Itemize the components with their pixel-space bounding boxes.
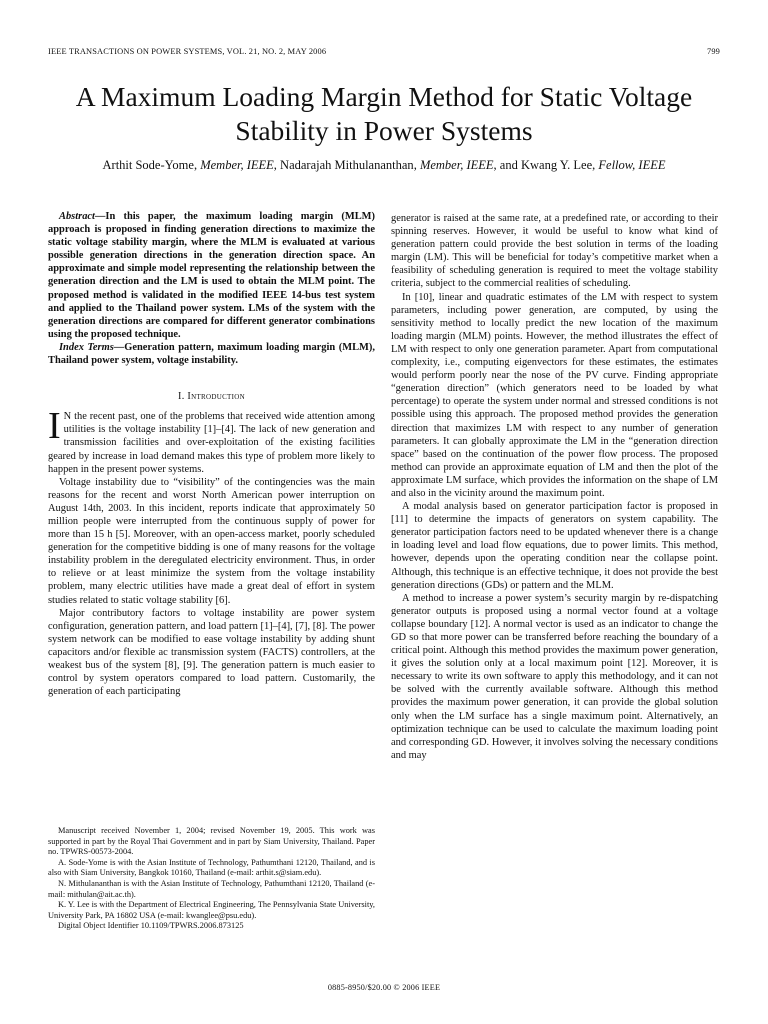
body-paragraph: Major contributory factors to voltage instability are power system configuration, generation pattern, and load pattern [1]–[4], [7], [8]. The power system network can be modified to ease voltage instability by adding shunt capacitors and/or flexible ac transmission system (FACTS) controllers, at the weakest bus of the system [8], [9]. The generation pattern is much easier to control by system operators compared to load pattern. Customarily, the generation of each participating [48, 607, 375, 698]
section-number: I. [178, 391, 185, 403]
index-terms [48, 341, 375, 367]
section-title-rest: ntroduction [191, 391, 245, 403]
author-separator: , and [493, 158, 521, 172]
author-name: Kwang Y. Lee [520, 158, 593, 172]
drop-cap: I [48, 405, 61, 448]
author-line: Arthit Sode-Yome, Member, IEEE, Nadarajah Mithulananthan, Member, IEEE, and Kwang Y. Lee, Fellow, IEEE [102, 158, 666, 172]
body-paragraph: A modal analysis based on generator participation factor is proposed in [11] to determine the impacts of generators on system capability. The generator participation factors need to be updated whenever there is a change in loading level and load flow equations, due to power limits. This method, however, depends upon the operating condition near the collapse point. Although, this technique is an effective technique, it does not provide the best generation directions (GDs) or pattern and the MLM. [391, 501, 718, 591]
body-paragraph: In [10], linear and quadratic estimates of the LM with respect to system parameters, including power generation, are computed, by using the sensitivity method to locally predict the new location of the maximum loading margin (MLM) points. However, the method illustrates the effect of LM with respect to only one generation parameter. Apart from computational complexity, i.e., computing eigenvectors for these estimates, the estimates would perform poorly near the nose of the PV curve. Finding appropriate “generation direction” (which generators need to be loaded by what percentage) to operate the system under normal and stressed conditions is not possible using this approach. The proposed method provides the generation direction that maximizes LM with respect to any number of generation parameters. It can globally approximate the LM in the “generation direction space” based on the continuation of the power flow process. The proposed method can provide an approximate equation of LM and then the plot of the approximate LM surface, which provides the information on the shape of LM and also in the vicinity around the maximum point. [391, 291, 718, 499]
body-paragraph: A method to increase a power system’s security margin by re-dispatching generator outputs is proposed using a normal vector found at a voltage collapse boundary [12]. A normal vector is used as an indicator to change the GD so that more power can be transferred before reaching the boundary of a critical point. Although this method provides the maximum power generation, it gives the solution only at a local maximum point [12]. Moreover, it is necessary to write its own software to apply this methodology, and it can not be solved with the currently available software. Although this method provides the maximum power generation, it can provide the global solution only when the LM surface has a single maximum point. Alternatively, an optimization technique can be used to calculate the maximum loading point and corresponding GD. However, it involves solving the necessary conditions and may [391, 592, 718, 761]
page-number: 799 [706, 47, 720, 56]
footnote: N. Mithulananthan is with the Asian Institute of Technology, Pathumthani 12120, Thailand (e-mail: mithulan@ait.ac.th). [48, 878, 375, 899]
paper-title: A Maximum Loading Margin Method for Static Voltage Stability in Power Systems [75, 81, 693, 146]
copyright-line: 0885-8950/$20.00 © 2006 IEEE [327, 983, 441, 992]
author-role: Fellow, IEEE [598, 158, 666, 172]
abstract-text: In this paper, the maximum loading margin (MLM) approach is proposed in finding generation directions to maximize the static voltage stability margin, where the MLM is evaluated at various possible generation directions in the generation direction space. An approximate and simple model representing the relationship between the generation direction and the LM is used to obtain the MLM point. The proposed method is validated in the modified IEEE 14-bus test system and applied to the Thailand power system. LMs of the system with the generation directions are compared for different generator combinations using the proposed technique. [48, 211, 375, 340]
section-heading [48, 390, 375, 403]
left-column [48, 210, 375, 698]
author-role: Member, IEEE [200, 158, 274, 172]
body-paragraph: Voltage instability due to “visibility” of the contingencies was the main reasons for the recent and worst North American power interruption on August 14th, 2003. In this incident, reports indicate that approximately 50 million people were interrupted from the continuous supply of power for more than 15 h [5]. Moreover, with an open-access market, poorly scheduled generation for the competitive bidding is one of many reasons for the voltage instability problem in the deregulated electricity environment. Thus, in order to relieve or at least minimize the system from the voltage instability problem, many electric utilities have made a great deal of effort in system studies related to static voltage stability [6]. [48, 476, 375, 606]
footnotes [48, 826, 375, 932]
index-terms-label: Index Terms— [59, 341, 125, 353]
author-role: Member, IEEE [419, 158, 494, 172]
footnote-doi: Digital Object Identifier 10.1109/TPWRS.2006.873125 [58, 921, 244, 931]
author-name: Arthit Sode-Yome [102, 158, 194, 172]
section-title-initial: I [187, 391, 192, 403]
footnote: Manuscript received November 1, 2004; revised November 19, 2005. This work was supported in part by the Royal Thai Government and in part by Siam University, Thailand. Paper no. TPWRS-00573-2004. [48, 826, 375, 857]
body-paragraph [48, 405, 375, 475]
journal-citation: IEEE TRANSACTIONS ON POWER SYSTEMS, VOL. 21, NO. 2, MAY 2006 [48, 47, 327, 56]
footnote: K. Y. Lee is with the Department of Electrical Engineering, The Pennsylvania State University, University Park, PA 16802 USA (e-mail: kwanglee@psu.edu). [48, 900, 375, 920]
author-separator: , [273, 158, 281, 172]
index-terms-text: Generation pattern, maximum loading margin (MLM), Thailand power system, voltage instability. [48, 341, 375, 367]
running-header [48, 47, 720, 56]
author-name: Nadarajah Mithulananthan [280, 158, 414, 172]
paragraph-text: N the recent past, one of the problems that received wide attention among utilities is the voltage instability [1]–[4]. The lack of new generation and transmission facilities and over-exploitation of the existing facilities geared by increase in load demand makes this type of problem more likely to happen in the present power systems. [48, 411, 375, 475]
abstract-label: Abstract— [59, 211, 106, 222]
right-column [391, 212, 718, 762]
body-paragraph: generator is raised at the same rate, at a predefined rate, or according to their spinning reserves. However, it would be useful to know what kind of generation pattern could provide the best solution in terms of the loading margin (LM). This will be beneficial for today’s competitive market when a feasibility of scheduling generation is required to meet the voltage stability criteria, subject to the commercial realities of scheduling. [391, 213, 718, 290]
abstract [48, 210, 375, 341]
footnote: A. Sode-Yome is with the Asian Institute of Technology, Pathumthani 12120, Thailand, and is also with Siam University, Bangkok 10160, Thailand (e-mail: arthit.s@siam.edu). [48, 857, 375, 878]
